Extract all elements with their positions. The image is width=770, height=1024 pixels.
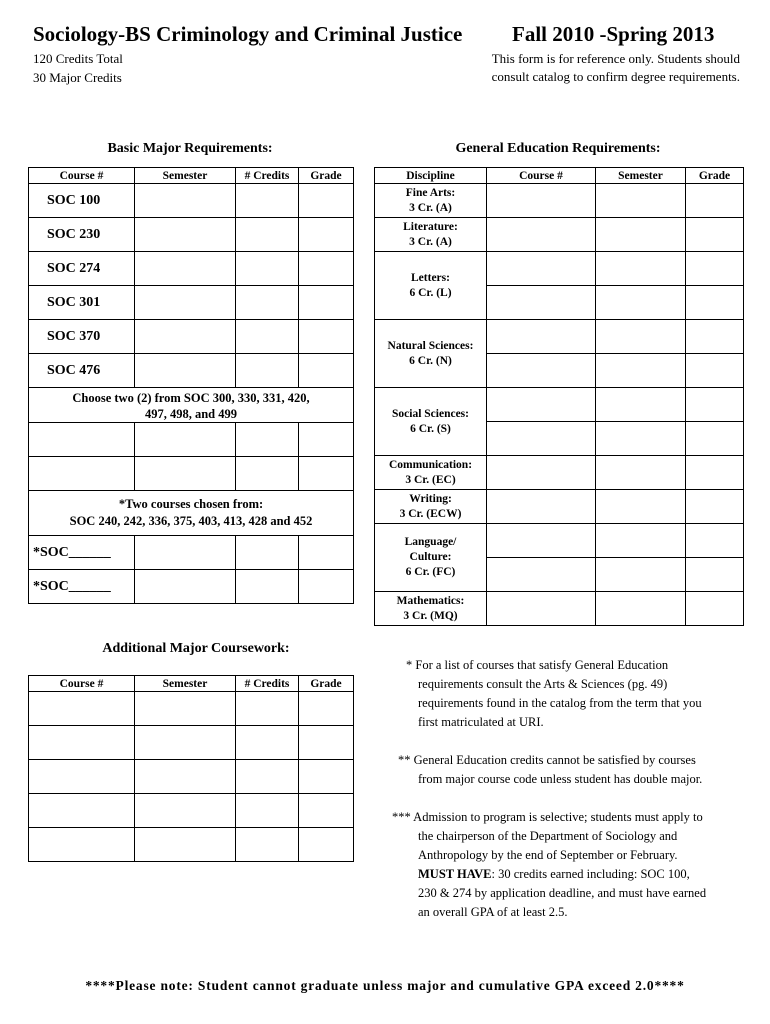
grade-cell[interactable] [686, 252, 744, 286]
two-courses-row [29, 491, 354, 536]
basic-major-table [28, 167, 354, 604]
grade-cell[interactable] [299, 726, 354, 760]
grade-cell[interactable] [299, 218, 354, 252]
reference-note-line: This form is for reference only. Students should [491, 51, 740, 66]
discipline-credits: 3 Cr. (A) [409, 201, 452, 214]
credits-cell[interactable] [236, 354, 299, 388]
must-have-label: MUST HAVE [418, 867, 492, 881]
course-cell[interactable] [29, 794, 135, 828]
table-row [29, 570, 354, 604]
semester-cell[interactable] [596, 422, 686, 456]
discipline-label: Communication: [388, 458, 473, 471]
footnote-line: * For a list of courses that satisfy General Education [406, 658, 669, 672]
discipline-label: Mathematics: [396, 594, 465, 607]
grade-cell[interactable] [299, 320, 354, 354]
credits-cell[interactable] [236, 536, 299, 570]
course-cell[interactable] [487, 252, 596, 286]
discipline-label: Letters: [411, 271, 450, 284]
semester-cell[interactable] [135, 536, 236, 570]
col-course: Course # [487, 168, 596, 184]
credits-cell[interactable] [236, 252, 299, 286]
discipline-mathematics [375, 592, 487, 626]
two-courses-note [29, 491, 354, 536]
course-soc-274: SOC 274 [29, 252, 135, 286]
grade-cell[interactable] [299, 184, 354, 218]
choose-two-line: Choose two (2) from SOC 300, 330, 331, 420, [72, 391, 310, 405]
footnote-line: ** General Education credits cannot be satisfied by courses [398, 753, 696, 767]
discipline-label: Language/ [404, 536, 457, 548]
table-row [375, 456, 744, 490]
choose-two-line: 497, 498, and 499 [144, 407, 238, 421]
reference-note-line: consult catalog to confirm degree requirements. [491, 69, 740, 84]
soc-blank[interactable]: *SOC______ [29, 570, 135, 604]
grade-cell[interactable] [686, 422, 744, 456]
credits-cell[interactable] [236, 726, 299, 760]
semester-cell[interactable] [135, 692, 236, 726]
grade-cell[interactable] [686, 592, 744, 626]
footnote-line: an overall GPA of at least 2.5. [418, 905, 568, 919]
credits-cell[interactable] [236, 570, 299, 604]
table-row [29, 760, 354, 794]
additional-major-heading: Additional Major Coursework: [102, 641, 290, 656]
reference-note [430, 50, 740, 86]
discipline-credits: 3 Cr. (ECW) [399, 507, 462, 520]
semester-cell[interactable] [135, 286, 236, 320]
discipline-natural-sciences [375, 320, 487, 388]
footnote-gen-ed-credits [392, 751, 752, 789]
footnote-gen-ed-courses [392, 656, 752, 732]
semester-cell[interactable] [596, 592, 686, 626]
col-grade: Grade [299, 168, 354, 184]
discipline-letters [375, 252, 487, 320]
course-cell[interactable] [487, 184, 596, 218]
table-row [29, 354, 354, 388]
footnote-line: requirements found in the catalog from the term that you [418, 696, 702, 710]
semester-cell[interactable] [596, 388, 686, 422]
gen-ed-table [374, 167, 744, 626]
course-soc-476: SOC 476 [29, 354, 135, 388]
semester-cell[interactable] [135, 828, 236, 862]
course-soc-100: SOC 100 [29, 184, 135, 218]
semester-cell[interactable] [135, 794, 236, 828]
grade-cell[interactable] [686, 218, 744, 252]
col-semester: Semester [596, 168, 686, 184]
credits-cell[interactable] [236, 184, 299, 218]
semester-cell[interactable] [135, 726, 236, 760]
table-row [29, 286, 354, 320]
grade-cell[interactable] [686, 320, 744, 354]
semester-cell[interactable] [135, 252, 236, 286]
course-cell[interactable] [29, 726, 135, 760]
semester-cell[interactable] [135, 218, 236, 252]
col-grade: Grade [686, 168, 744, 184]
table-row [29, 252, 354, 286]
credits-cell[interactable] [236, 692, 299, 726]
table-row [29, 794, 354, 828]
semester-cell[interactable] [135, 457, 236, 491]
discipline-label: Culture: [409, 551, 452, 563]
soc-blank[interactable]: *SOC______ [29, 536, 135, 570]
footnote-line: 230 & 274 by application deadline, and must have earned [418, 886, 707, 900]
course-cell[interactable] [29, 423, 135, 457]
grade-cell[interactable] [299, 286, 354, 320]
grade-cell[interactable] [299, 570, 354, 604]
two-courses-line: *Two courses chosen from: [118, 497, 264, 511]
credits-total: 120 Credits Total [33, 51, 123, 66]
course-soc-301: SOC 301 [29, 286, 135, 320]
discipline-writing [375, 490, 487, 524]
grade-cell[interactable] [299, 828, 354, 862]
credits-cell[interactable] [236, 218, 299, 252]
table-row [29, 828, 354, 862]
grade-cell[interactable] [299, 536, 354, 570]
course-cell[interactable] [487, 592, 596, 626]
footnotes [392, 656, 752, 941]
semester-cell[interactable] [596, 354, 686, 388]
course-cell[interactable] [487, 524, 596, 558]
major-credits: 30 Major Credits [33, 70, 122, 85]
term-range: Fall 2010 -Spring 2013 [512, 22, 715, 46]
course-soc-230: SOC 230 [29, 218, 135, 252]
semester-cell[interactable] [596, 524, 686, 558]
col-semester: Semester [135, 676, 236, 692]
discipline-label: Natural Sciences: [387, 339, 474, 352]
gen-ed-heading: General Education Requirements: [455, 141, 661, 156]
table-row [29, 320, 354, 354]
grade-cell[interactable] [686, 524, 744, 558]
credits-cell[interactable] [236, 760, 299, 794]
grade-cell[interactable] [686, 286, 744, 320]
semester-cell[interactable] [596, 490, 686, 524]
col-credits: # Credits [236, 676, 299, 692]
grade-cell[interactable] [686, 456, 744, 490]
grade-cell[interactable] [686, 490, 744, 524]
program-title: Sociology-BS Criminology and Criminal Justice [33, 22, 463, 46]
grade-cell[interactable] [686, 558, 744, 592]
credits-cell[interactable] [236, 457, 299, 491]
semester-cell[interactable] [596, 286, 686, 320]
table-row [29, 423, 354, 457]
table-row [375, 524, 744, 558]
table-row [29, 536, 354, 570]
discipline-label: Literature: [403, 220, 458, 233]
semester-cell[interactable] [596, 218, 686, 252]
footnote-line: *** Admission to program is selective; students must apply to [392, 810, 703, 824]
semester-cell[interactable] [596, 320, 686, 354]
grade-cell[interactable] [686, 354, 744, 388]
discipline-label: Social Sciences: [392, 407, 469, 420]
must-have-text: : 30 credits earned including: SOC 100, [491, 867, 690, 881]
course-cell[interactable] [487, 558, 596, 592]
table-row [29, 692, 354, 726]
footnote-line: first matriculated at URI. [418, 715, 544, 729]
grade-cell[interactable] [299, 354, 354, 388]
course-cell[interactable] [487, 354, 596, 388]
discipline-credits: 6 Cr. (N) [409, 354, 452, 367]
grade-cell[interactable] [299, 457, 354, 491]
course-cell[interactable] [487, 456, 596, 490]
footnote-line: from major course code unless student has double major. [418, 772, 703, 786]
semester-cell[interactable] [596, 184, 686, 218]
semester-cell[interactable] [135, 423, 236, 457]
col-semester: Semester [135, 168, 236, 184]
table-row [375, 218, 744, 252]
credits-cell[interactable] [236, 320, 299, 354]
course-cell[interactable] [29, 828, 135, 862]
semester-cell[interactable] [135, 570, 236, 604]
table-row [375, 252, 744, 286]
table-row [29, 184, 354, 218]
grade-cell[interactable] [299, 252, 354, 286]
grade-cell[interactable] [299, 692, 354, 726]
table-row [29, 218, 354, 252]
footnote-admission [392, 808, 752, 922]
discipline-credits: 6 Cr. (L) [409, 286, 452, 299]
table-row [375, 388, 744, 422]
footnote-line: Anthropology by the end of September or February. [418, 848, 678, 862]
semester-cell[interactable] [596, 456, 686, 490]
discipline-label: Fine Arts: [405, 186, 456, 199]
table-row [375, 592, 744, 626]
course-soc-370: SOC 370 [29, 320, 135, 354]
choose-two-note [29, 388, 354, 423]
col-grade: Grade [299, 676, 354, 692]
course-cell[interactable] [487, 490, 596, 524]
col-course: Course # [29, 676, 135, 692]
table-row [29, 457, 354, 491]
credits-cell[interactable] [236, 828, 299, 862]
credits-cell[interactable] [236, 423, 299, 457]
footnote-line: requirements consult the Arts & Sciences (pg. 49) [418, 677, 668, 691]
course-cell[interactable] [487, 218, 596, 252]
table-row [375, 320, 744, 354]
grade-cell[interactable] [686, 184, 744, 218]
semester-cell[interactable] [596, 252, 686, 286]
semester-cell[interactable] [135, 184, 236, 218]
discipline-credits: 6 Cr. (FC) [405, 566, 456, 578]
semester-cell[interactable] [135, 354, 236, 388]
discipline-language-culture [375, 524, 487, 592]
discipline-credits: 3 Cr. (A) [409, 235, 452, 248]
course-cell[interactable] [487, 320, 596, 354]
table-row [375, 184, 744, 218]
semester-cell[interactable] [135, 320, 236, 354]
grade-cell[interactable] [299, 423, 354, 457]
course-cell[interactable] [29, 457, 135, 491]
choose-two-row [29, 388, 354, 423]
basic-major-heading: Basic Major Requirements: [107, 141, 273, 156]
footnote-line [392, 865, 752, 884]
grade-cell[interactable] [299, 760, 354, 794]
table-row [29, 726, 354, 760]
course-cell[interactable] [487, 388, 596, 422]
two-courses-line: SOC 240, 242, 336, 375, 403, 413, 428 and 452 [69, 514, 313, 528]
col-course: Course # [29, 168, 135, 184]
credits-cell[interactable] [236, 794, 299, 828]
col-credits: # Credits [236, 168, 299, 184]
course-cell[interactable] [29, 760, 135, 794]
discipline-label: Writing: [409, 492, 452, 505]
discipline-literature [375, 218, 487, 252]
grade-cell[interactable] [299, 794, 354, 828]
grade-cell[interactable] [686, 388, 744, 422]
discipline-fine-arts [375, 184, 487, 218]
discipline-social-sciences [375, 388, 487, 456]
discipline-credits: 6 Cr. (S) [410, 422, 451, 435]
course-cell[interactable] [487, 286, 596, 320]
additional-major-table [28, 675, 354, 862]
discipline-credits: 3 Cr. (MQ) [403, 609, 458, 622]
course-cell[interactable] [487, 422, 596, 456]
credits-cell[interactable] [236, 286, 299, 320]
semester-cell[interactable] [135, 760, 236, 794]
discipline-communication [375, 456, 487, 490]
footnote-line: the chairperson of the Department of Sociology and [418, 829, 678, 843]
col-discipline: Discipline [375, 168, 487, 184]
gpa-warning: ****Please note: Student cannot graduate unless major and cumulative GPA exceed 2.0**** [85, 978, 685, 993]
course-cell[interactable] [29, 692, 135, 726]
semester-cell[interactable] [596, 558, 686, 592]
discipline-credits: 3 Cr. (EC) [405, 473, 456, 486]
table-row [375, 490, 744, 524]
